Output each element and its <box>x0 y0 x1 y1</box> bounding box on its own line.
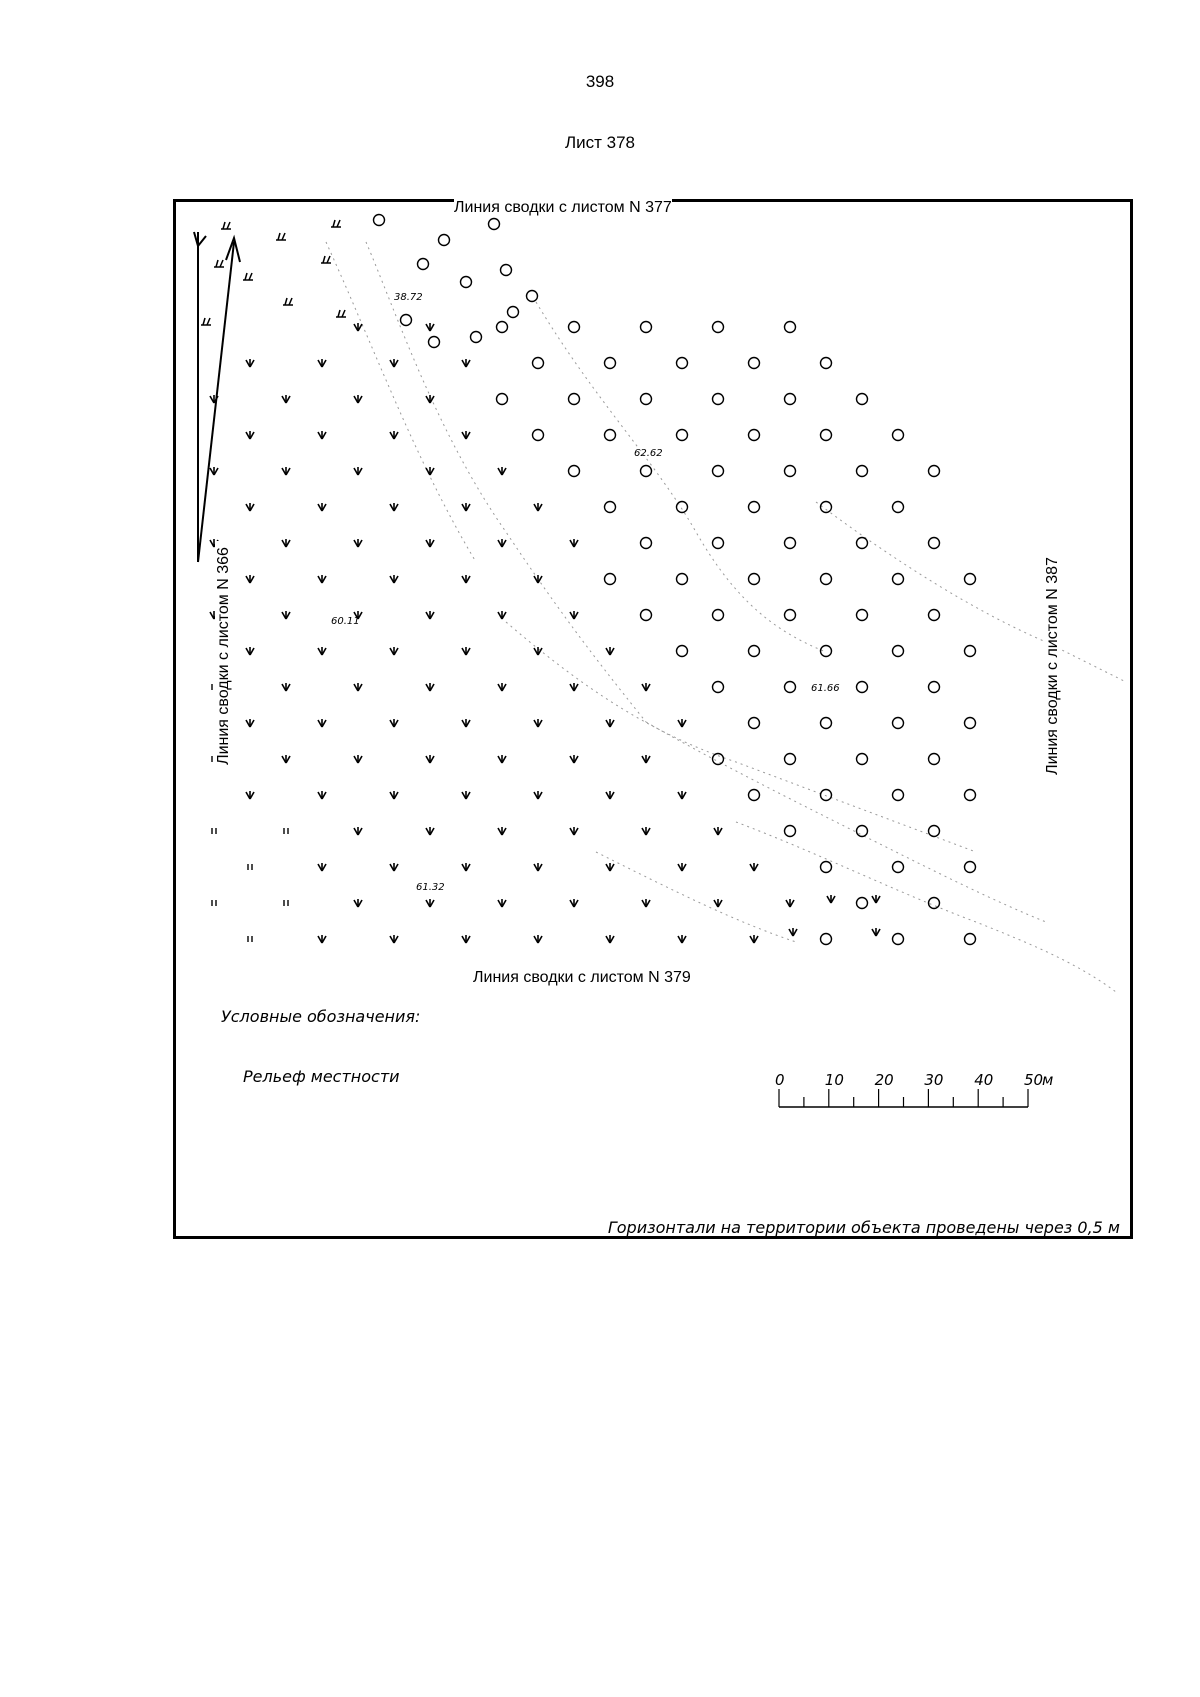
contour-line <box>326 242 476 562</box>
grass-symbol-icon <box>390 719 398 727</box>
shrub-circle-icon <box>713 322 724 333</box>
shrub-circle-icon <box>821 358 832 369</box>
shrub-circle-icon <box>857 394 868 405</box>
shrub-circle-icon <box>785 754 796 765</box>
grass-symbol-icon <box>354 899 362 907</box>
scale-bar-label: 0 <box>775 1071 785 1089</box>
grass-symbol-icon <box>390 431 398 439</box>
shrub-circle-icon <box>893 862 904 873</box>
grass-symbol-icon <box>462 431 470 439</box>
shrub-circle-icon <box>713 610 724 621</box>
shrub-circle-icon <box>857 610 868 621</box>
grass-symbol-icon <box>354 323 362 331</box>
shrub-circle-icon <box>605 502 616 513</box>
scale-bar <box>775 1071 1053 1107</box>
shrub-circle-icon <box>785 394 796 405</box>
grass-symbol-icon <box>354 755 362 763</box>
grass-symbol-icon <box>354 539 362 547</box>
elevation-label: 61.32 <box>416 882 445 893</box>
shrub-circle-icon <box>461 277 472 288</box>
grass-symbol-icon <box>498 611 506 619</box>
grass-symbol-icon <box>282 611 290 619</box>
grass-symbol-icon <box>570 683 578 691</box>
shrub-circle-icon <box>893 790 904 801</box>
shrub-circle-icon <box>821 430 832 441</box>
grass-symbol-icon <box>318 431 326 439</box>
grass-symbol-icon <box>246 575 254 583</box>
shrub-circle-icon <box>785 322 796 333</box>
shrub-circle-icon <box>749 430 760 441</box>
grass-symbol-icon <box>354 395 362 403</box>
shrub-circle-icon <box>641 322 652 333</box>
meadow-symbol-icon <box>248 936 252 942</box>
grass-symbol-icon <box>282 539 290 547</box>
reed-symbol-icon <box>283 298 293 305</box>
shrub-circle-icon <box>929 610 940 621</box>
grass-symbol-icon <box>750 863 758 871</box>
grass-symbol-icon <box>246 503 254 511</box>
shrub-circle-icon <box>965 790 976 801</box>
grass-symbol-icon <box>714 899 722 907</box>
shrub-circle-icon <box>857 682 868 693</box>
shrub-circle-icon <box>893 430 904 441</box>
grass-symbol-icon <box>570 539 578 547</box>
scale-bar-label: 10 <box>824 1071 844 1089</box>
grass-symbol-icon <box>426 683 434 691</box>
grass-symbol-icon <box>714 827 722 835</box>
grass-symbol-icon <box>282 467 290 475</box>
grass-symbol-icon <box>390 791 398 799</box>
grass-symbol-icon <box>498 683 506 691</box>
shrub-circle-icon <box>569 394 580 405</box>
shrub-circle-icon <box>929 538 940 549</box>
grass-symbol-icon <box>246 791 254 799</box>
shrub-circle-icon <box>713 754 724 765</box>
grass-symbol-icon <box>354 467 362 475</box>
grass-symbol-icon <box>534 503 542 511</box>
shrub-circle-icon <box>929 754 940 765</box>
scale-bar-label: 20 <box>874 1071 894 1089</box>
grass-symbol-icon <box>210 467 218 475</box>
elevation-label: 62.62 <box>634 448 663 459</box>
shrub-circle-icon <box>418 259 429 270</box>
grass-symbol-icon <box>498 827 506 835</box>
grass-symbol-icon <box>642 683 650 691</box>
shrub-circle-icon <box>605 358 616 369</box>
grass-symbol-icon <box>282 755 290 763</box>
shrub-circle-icon <box>533 358 544 369</box>
shrub-circle-icon <box>785 538 796 549</box>
grass-symbol-icon <box>426 755 434 763</box>
shrub-circle-icon <box>501 265 512 276</box>
grass-symbol-icon <box>282 683 290 691</box>
shrub-circle-icon <box>821 574 832 585</box>
grass-symbol-icon <box>678 791 686 799</box>
grass-symbol-icon <box>318 359 326 367</box>
grass-symbol-icon <box>498 467 506 475</box>
legend-relief-item: Рельеф местности <box>243 1067 400 1086</box>
grass-symbol-icon <box>426 467 434 475</box>
legend-title: Условные обозначения: <box>221 1007 421 1026</box>
grass-symbol-icon <box>642 827 650 835</box>
scale-bar-unit: м <box>1042 1071 1054 1089</box>
grass-symbol-icon <box>462 863 470 871</box>
reed-symbol-icon <box>276 233 286 240</box>
shrub-circle-icon <box>749 502 760 513</box>
elevation-label: 60.11 <box>331 616 360 627</box>
shrub-circle-icon <box>749 646 760 657</box>
shrub-circle-icon <box>677 646 688 657</box>
meadow-symbol-icon <box>212 900 216 906</box>
reed-symbol-icon <box>214 260 224 267</box>
grass-symbol-icon <box>354 827 362 835</box>
shrub-circle-icon <box>749 574 760 585</box>
grass-symbol-icon <box>678 719 686 727</box>
grass-symbol-icon <box>318 935 326 943</box>
grass-symbol-icon <box>246 719 254 727</box>
shrub-circle-icon <box>641 538 652 549</box>
contour-lines <box>326 242 1126 992</box>
shrub-circle-icon <box>893 646 904 657</box>
grass-symbol-icon <box>426 323 434 331</box>
scale-bar-label: 30 <box>924 1071 944 1089</box>
grass-symbol-icon <box>462 719 470 727</box>
shrub-circle-icon <box>605 430 616 441</box>
shrub-circle-icon <box>497 394 508 405</box>
grass-symbol-icon <box>872 895 880 903</box>
vegetation-symbols <box>201 215 976 945</box>
grass-symbol-icon <box>606 647 614 655</box>
grass-symbol-icon <box>462 503 470 511</box>
grass-symbol-icon <box>462 647 470 655</box>
contour-line <box>816 502 1126 682</box>
grass-symbol-icon <box>534 575 542 583</box>
shrub-circle-icon <box>965 574 976 585</box>
grass-symbol-icon <box>390 575 398 583</box>
grass-symbol-icon <box>390 935 398 943</box>
north-arrow-icon <box>194 232 240 562</box>
grass-symbol-icon <box>786 899 794 907</box>
shrub-circle-icon <box>785 610 796 621</box>
shrub-circle-icon <box>471 332 482 343</box>
shrub-circle-icon <box>965 646 976 657</box>
grass-symbol-icon <box>827 895 835 903</box>
contour-interval-note: Горизонтали на территории объекта проведены через 0,5 м <box>607 1218 1120 1237</box>
grass-symbol-icon <box>570 755 578 763</box>
shrub-circle-icon <box>533 430 544 441</box>
grass-symbol-icon <box>462 359 470 367</box>
shrub-circle-icon <box>439 235 450 246</box>
shrub-circle-icon <box>489 219 500 230</box>
reed-symbol-icon <box>321 256 331 263</box>
shrub-circle-icon <box>893 934 904 945</box>
grass-symbol-icon <box>282 395 290 403</box>
map-frame <box>173 199 1133 1239</box>
grass-symbol-icon <box>426 899 434 907</box>
shrub-circle-icon <box>785 682 796 693</box>
shrub-circle-icon <box>929 898 940 909</box>
grass-symbol-icon <box>318 791 326 799</box>
shrub-circle-icon <box>893 718 904 729</box>
grass-symbol-icon <box>318 575 326 583</box>
grass-symbol-icon <box>534 719 542 727</box>
grass-symbol-icon <box>570 827 578 835</box>
grass-symbol-icon <box>606 719 614 727</box>
shrub-circle-icon <box>677 358 688 369</box>
shrub-circle-icon <box>785 826 796 837</box>
meadow-symbol-icon <box>248 864 252 870</box>
shrub-circle-icon <box>965 862 976 873</box>
contour-line <box>736 822 1116 992</box>
shrub-circle-icon <box>785 466 796 477</box>
shrub-circle-icon <box>821 790 832 801</box>
elevation-label: 38.72 <box>394 292 423 303</box>
grass-symbol-icon <box>426 395 434 403</box>
grass-symbol-icon <box>678 863 686 871</box>
contour-line <box>506 622 976 852</box>
reed-symbol-icon <box>331 220 341 227</box>
grass-symbol-icon <box>642 899 650 907</box>
grass-symbol-icon <box>318 503 326 511</box>
shrub-circle-icon <box>929 682 940 693</box>
grass-symbol-icon <box>390 647 398 655</box>
grass-symbol-icon <box>246 647 254 655</box>
sheet-title: Лист 378 <box>564 133 636 152</box>
shrub-circle-icon <box>821 862 832 873</box>
shrub-circle-icon <box>429 337 440 348</box>
grass-symbol-icon <box>426 827 434 835</box>
grass-symbol-icon <box>318 863 326 871</box>
shrub-circle-icon <box>605 574 616 585</box>
shrub-circle-icon <box>857 898 868 909</box>
shrub-circle-icon <box>641 394 652 405</box>
shrub-circle-icon <box>749 718 760 729</box>
shrub-circle-icon <box>965 718 976 729</box>
grass-symbol-icon <box>390 863 398 871</box>
reed-symbol-icon <box>243 273 253 280</box>
grass-symbol-icon <box>534 791 542 799</box>
shrub-circle-icon <box>893 502 904 513</box>
shrub-circle-icon <box>677 502 688 513</box>
shrub-circle-icon <box>641 610 652 621</box>
grass-symbol-icon <box>678 935 686 943</box>
grass-symbol-icon <box>570 899 578 907</box>
page-number: 398 <box>585 72 615 91</box>
grass-symbol-icon <box>872 928 880 936</box>
shrub-circle-icon <box>929 466 940 477</box>
edge-label-right: Линия сводки с листом N 387 <box>1044 551 1062 781</box>
grass-symbol-icon <box>246 431 254 439</box>
grass-symbol-icon <box>246 359 254 367</box>
scale-bar-label: 40 <box>974 1071 994 1089</box>
grass-symbol-icon <box>318 647 326 655</box>
shrub-circle-icon <box>527 291 538 302</box>
reed-symbol-icon <box>336 310 346 317</box>
grass-symbol-icon <box>534 935 542 943</box>
shrub-circle-icon <box>857 754 868 765</box>
elevation-label: 61.66 <box>811 683 840 694</box>
shrub-circle-icon <box>821 934 832 945</box>
shrub-circle-icon <box>929 826 940 837</box>
edge-label-top: Линия сводки с листом N 377 <box>454 199 672 216</box>
grass-symbol-icon <box>534 647 542 655</box>
shrub-circle-icon <box>508 307 519 318</box>
grass-symbol-icon <box>390 503 398 511</box>
shrub-circle-icon <box>374 215 385 226</box>
grass-symbol-icon <box>390 359 398 367</box>
shrub-circle-icon <box>821 646 832 657</box>
grass-symbol-icon <box>426 539 434 547</box>
shrub-circle-icon <box>893 574 904 585</box>
contour-line <box>646 722 1046 922</box>
grass-symbol-icon <box>426 611 434 619</box>
grass-symbol-icon <box>462 935 470 943</box>
grass-symbol-icon <box>498 539 506 547</box>
grass-symbol-icon <box>462 791 470 799</box>
grass-symbol-icon <box>606 791 614 799</box>
shrub-circle-icon <box>713 682 724 693</box>
shrub-circle-icon <box>857 466 868 477</box>
shrub-circle-icon <box>497 322 508 333</box>
reed-symbol-icon <box>201 318 211 325</box>
shrub-circle-icon <box>677 430 688 441</box>
shrub-circle-icon <box>965 934 976 945</box>
shrub-circle-icon <box>401 315 412 326</box>
contour-line <box>536 302 826 652</box>
scale-bar-label: 50 <box>1024 1071 1044 1089</box>
meadow-symbol-icon <box>212 828 216 834</box>
grass-symbol-icon <box>498 899 506 907</box>
shrub-circle-icon <box>857 826 868 837</box>
edge-label-left: Линия сводки с листом N 366 <box>215 541 233 771</box>
grass-symbol-icon <box>534 863 542 871</box>
shrub-circle-icon <box>749 358 760 369</box>
grass-symbol-icon <box>606 863 614 871</box>
grass-symbol-icon <box>642 755 650 763</box>
shrub-circle-icon <box>749 790 760 801</box>
shrub-circle-icon <box>569 322 580 333</box>
contour-line <box>366 242 646 722</box>
contour-line <box>596 852 796 942</box>
shrub-circle-icon <box>677 574 688 585</box>
grass-symbol-icon <box>498 755 506 763</box>
shrub-circle-icon <box>857 538 868 549</box>
grass-symbol-icon <box>354 683 362 691</box>
shrub-circle-icon <box>821 718 832 729</box>
shrub-circle-icon <box>713 538 724 549</box>
grass-symbol-icon <box>318 719 326 727</box>
meadow-symbol-icon <box>284 828 288 834</box>
grass-symbol-icon <box>789 928 797 936</box>
grass-symbol-icon <box>606 935 614 943</box>
grass-symbol-icon <box>750 935 758 943</box>
shrub-circle-icon <box>713 466 724 477</box>
grass-symbol-icon <box>570 611 578 619</box>
reed-symbol-icon <box>221 222 231 229</box>
shrub-circle-icon <box>713 394 724 405</box>
meadow-symbol-icon <box>284 900 288 906</box>
grass-symbol-icon <box>462 575 470 583</box>
edge-label-bottom: Линия сводки с листом N 379 <box>473 969 691 986</box>
shrub-circle-icon <box>641 466 652 477</box>
shrub-circle-icon <box>569 466 580 477</box>
elevation-labels <box>331 292 840 893</box>
